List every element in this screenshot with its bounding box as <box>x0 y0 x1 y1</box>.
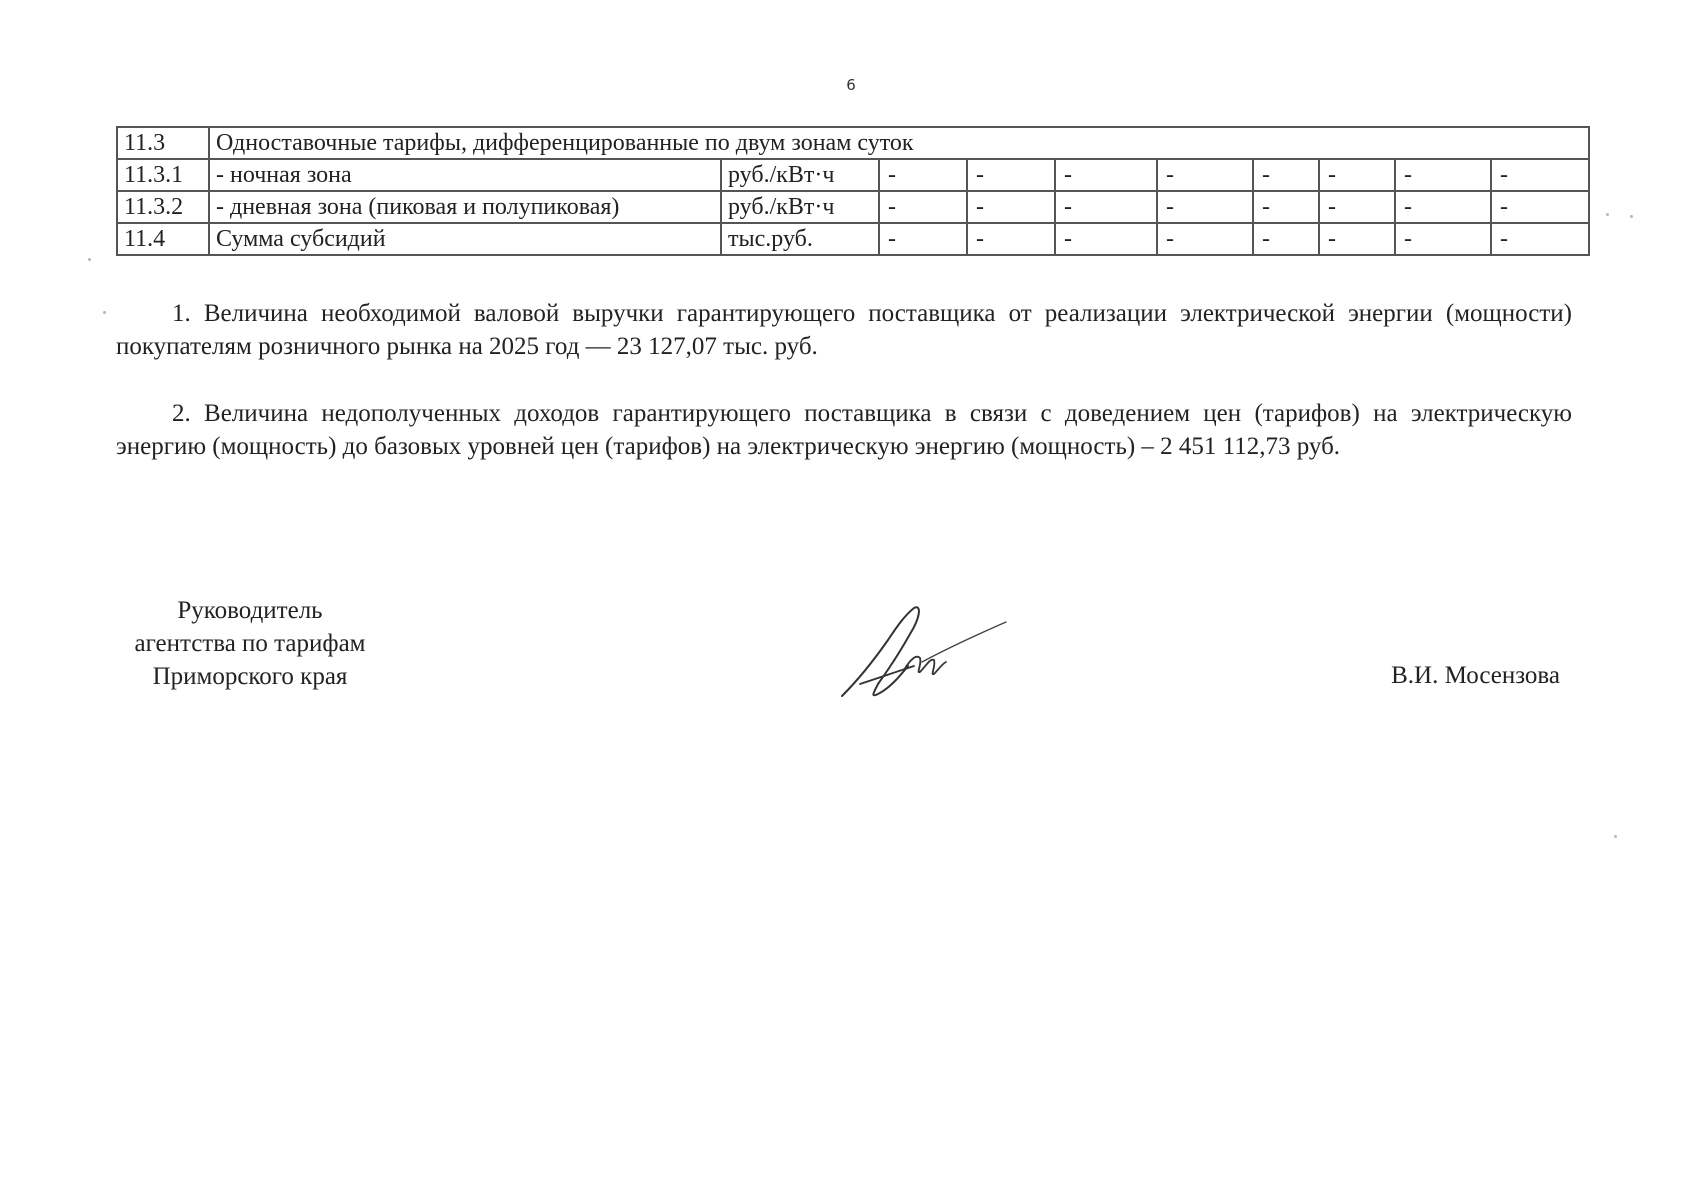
table-cell: - <box>967 159 1055 191</box>
signatory-title <box>116 594 384 693</box>
signatory-title-line: Руководитель <box>177 597 323 624</box>
row-number: 11.4 <box>117 223 209 255</box>
table-cell: - <box>967 191 1055 223</box>
table-row-11-3-1 <box>117 159 1589 191</box>
table-cell: - <box>1319 223 1395 255</box>
signatory-name: В.И. Мосензова <box>1391 662 1560 689</box>
scan-speck <box>103 311 106 314</box>
row-label: - дневная зона (пиковая и полупиковая) <box>209 191 721 223</box>
row-label: Сумма субсидий <box>209 223 721 255</box>
signatory-title-line: Приморского края <box>152 663 348 690</box>
table-cell: - <box>1319 159 1395 191</box>
row-number: 11.3.1 <box>117 159 209 191</box>
table-row-11-4 <box>117 223 1589 255</box>
table-cell: - <box>879 223 967 255</box>
table-cell: - <box>1395 191 1491 223</box>
table-cell: - <box>1157 159 1253 191</box>
row-number: 11.3 <box>117 127 209 159</box>
table-cell: - <box>879 159 967 191</box>
signatory-title-line: агентства по тарифам <box>134 630 366 657</box>
table-cell: - <box>1253 159 1319 191</box>
row-number: 11.3.2 <box>117 191 209 223</box>
handwritten-signature <box>830 600 1010 704</box>
row-unit: руб./кВт·ч <box>721 191 879 223</box>
row-unit: руб./кВт·ч <box>721 159 879 191</box>
note-revenue: 1. Величина необходимой валовой выручки гарантирующего поставщика от реализации электрической энергии (мощности) покупателям розничного рынка на 2025 год — 23 127,07 тыс. руб. <box>116 300 1572 360</box>
scan-speck <box>1614 835 1617 838</box>
table-row-11-3 <box>117 127 1589 159</box>
scan-speck <box>1630 215 1633 218</box>
table-cell: - <box>1253 191 1319 223</box>
table-cell: - <box>1395 223 1491 255</box>
scan-speck <box>1606 213 1609 216</box>
table-cell: - <box>1055 191 1157 223</box>
table-cell: - <box>1055 159 1157 191</box>
tariff-table <box>116 126 1590 256</box>
table-cell: - <box>1055 223 1157 255</box>
table-cell: - <box>967 223 1055 255</box>
row-label: Одноставочные тарифы, дифференцированные по двум зонам суток <box>209 127 1589 159</box>
table-cell: - <box>1319 191 1395 223</box>
row-label: - ночная зона <box>209 159 721 191</box>
row-unit: тыс.руб. <box>721 223 879 255</box>
note-lost-income: 2. Величина недополученных доходов гарантирующего поставщика в связи с доведением цен (тарифов) на электрическую энергию (мощность) до базовых уровней цен (тарифов) на электрическую энергию (мощность) – 2 451 112,73 руб. <box>116 400 1572 460</box>
table-cell: - <box>1253 223 1319 255</box>
table-cell: - <box>1395 159 1491 191</box>
table-cell: - <box>879 191 967 223</box>
table-cell: - <box>1491 191 1589 223</box>
table-cell: - <box>1157 223 1253 255</box>
table-cell: - <box>1491 159 1589 191</box>
page-number: 6 <box>846 76 856 94</box>
table-cell: - <box>1491 223 1589 255</box>
table-cell: - <box>1157 191 1253 223</box>
table-row-11-3-2 <box>117 191 1589 223</box>
scan-speck <box>88 258 91 261</box>
